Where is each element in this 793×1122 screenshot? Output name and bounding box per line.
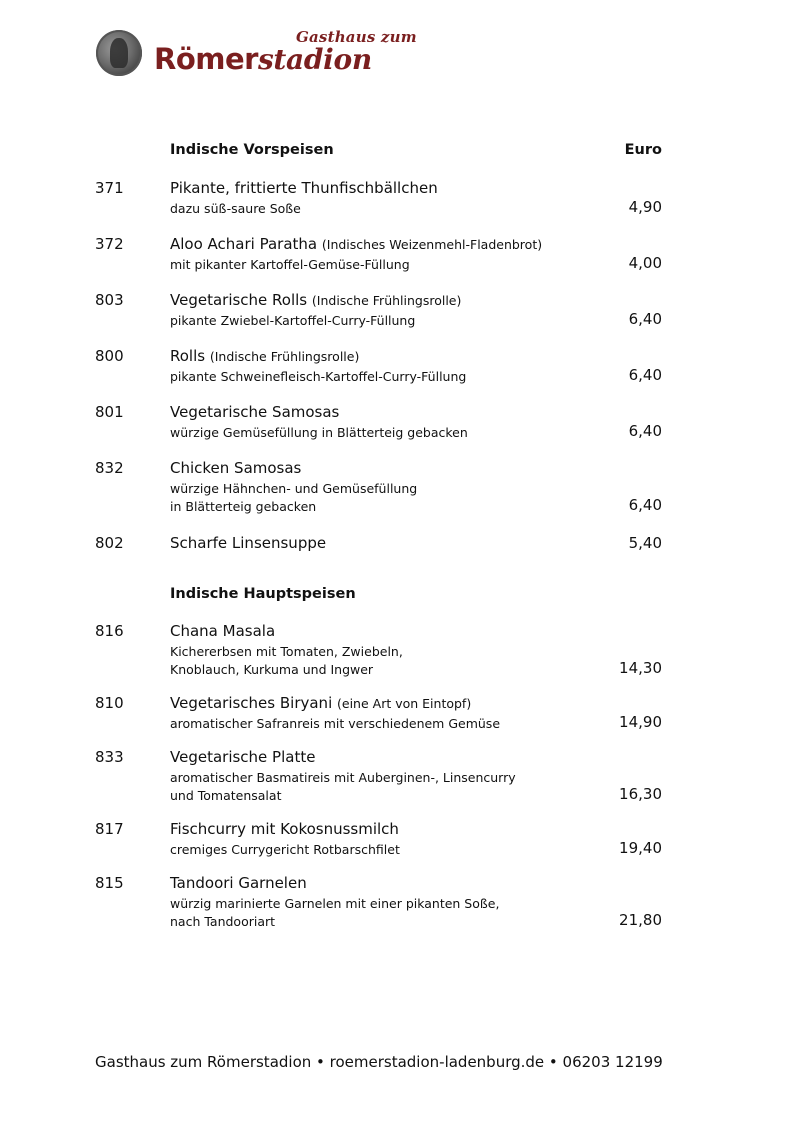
item-description: nach Tandooriart [170, 914, 276, 929]
item-description: aromatischer Basmatireis mit Auberginen-, Linsencurry [170, 770, 516, 785]
item-price: 4,90 [628, 198, 662, 216]
item-number: 801 [95, 403, 124, 421]
item-price: 6,40 [628, 496, 662, 514]
item-description: würzige Gemüsefüllung in Blätterteig gebacken [170, 425, 468, 440]
item-price: 14,30 [619, 659, 662, 677]
item-name: Aloo Achari Paratha (Indisches Weizenmehl-Fladenbrot) [170, 235, 543, 253]
item-name: Vegetarisches Biryani (eine Art von Eintopf) [170, 694, 472, 712]
currency-header: Euro [624, 142, 662, 158]
item-number: 816 [95, 622, 124, 640]
item-description: cremiges Currygericht Rotbarschfilet [170, 842, 400, 857]
item-description: Kichererbsen mit Tomaten, Zwiebeln, [170, 644, 403, 659]
item-number: 803 [95, 291, 124, 309]
item-description: in Blätterteig gebacken [170, 499, 317, 514]
item-note: (Indische Frühlingsrolle) [311, 293, 462, 308]
item-price: 5,40 [628, 534, 662, 552]
item-description: Knoblauch, Kurkuma und Ingwer [170, 662, 374, 677]
item-price: 6,40 [628, 422, 662, 440]
item-price: 16,30 [619, 785, 662, 803]
item-name: Scharfe Linsensuppe [170, 534, 327, 552]
item-number: 833 [95, 748, 124, 766]
logo-title-italic: stadion [257, 43, 372, 76]
item-price: 6,40 [628, 366, 662, 384]
item-name: Fischcurry mit Kokosnussmilch [170, 820, 399, 838]
item-description: würzige Hähnchen- und Gemüsefüllung [170, 481, 418, 496]
item-description: dazu süß-saure Soße [170, 201, 301, 216]
item-name: Pikante, frittierte Thunfischbällchen [170, 179, 438, 197]
restaurant-logo [96, 28, 426, 80]
item-note: (eine Art von Eintopf) [337, 696, 472, 711]
item-name: Rolls (Indische Frühlingsrolle) [170, 347, 360, 365]
item-price: 14,90 [619, 713, 662, 731]
item-price: 21,80 [619, 911, 662, 929]
item-name: Tandoori Garnelen [170, 874, 307, 892]
item-description: mit pikanter Kartoffel-Gemüse-Füllung [170, 257, 410, 272]
item-description: aromatischer Safranreis mit verschiedenem Gemüse [170, 716, 501, 731]
item-note: (Indische Frühlingsrolle) [209, 349, 360, 364]
item-price: 19,40 [619, 839, 662, 857]
item-description: pikante Zwiebel-Kartoffel-Curry-Füllung [170, 313, 416, 328]
item-number: 802 [95, 534, 124, 552]
item-name: Chicken Samosas [170, 459, 302, 477]
section-heading: Indische Vorspeisen [170, 142, 334, 158]
logo-title-bold: Römer [154, 42, 258, 76]
item-name: Chana Masala [170, 622, 276, 640]
item-name: Vegetarische Platte [170, 748, 316, 766]
section-heading: Indische Hauptspeisen [170, 586, 356, 602]
logo-subtitle: Gasthaus zum [296, 28, 417, 46]
item-number: 800 [95, 347, 124, 365]
item-price: 6,40 [628, 310, 662, 328]
item-description: pikante Schweinefleisch-Kartoffel-Curry-Füllung [170, 369, 467, 384]
item-note: (Indisches Weizenmehl-Fladenbrot) [321, 237, 543, 252]
item-number: 810 [95, 694, 124, 712]
item-price: 4,00 [628, 254, 662, 272]
item-name: Vegetarische Rolls (Indische Frühlingsrolle) [170, 291, 462, 309]
logo-title [154, 42, 372, 76]
page-footer: Gasthaus zum Römerstadion • roemerstadion-ladenburg.de • 06203 12199 [95, 1053, 663, 1071]
roman-coin-icon [96, 30, 142, 76]
item-name: Vegetarische Samosas [170, 403, 340, 421]
item-description: würzig marinierte Garnelen mit einer pikanten Soße, [170, 896, 500, 911]
item-number: 371 [95, 179, 124, 197]
item-number: 372 [95, 235, 124, 253]
item-number: 815 [95, 874, 124, 892]
item-number: 817 [95, 820, 124, 838]
item-number: 832 [95, 459, 124, 477]
item-description: und Tomatensalat [170, 788, 282, 803]
